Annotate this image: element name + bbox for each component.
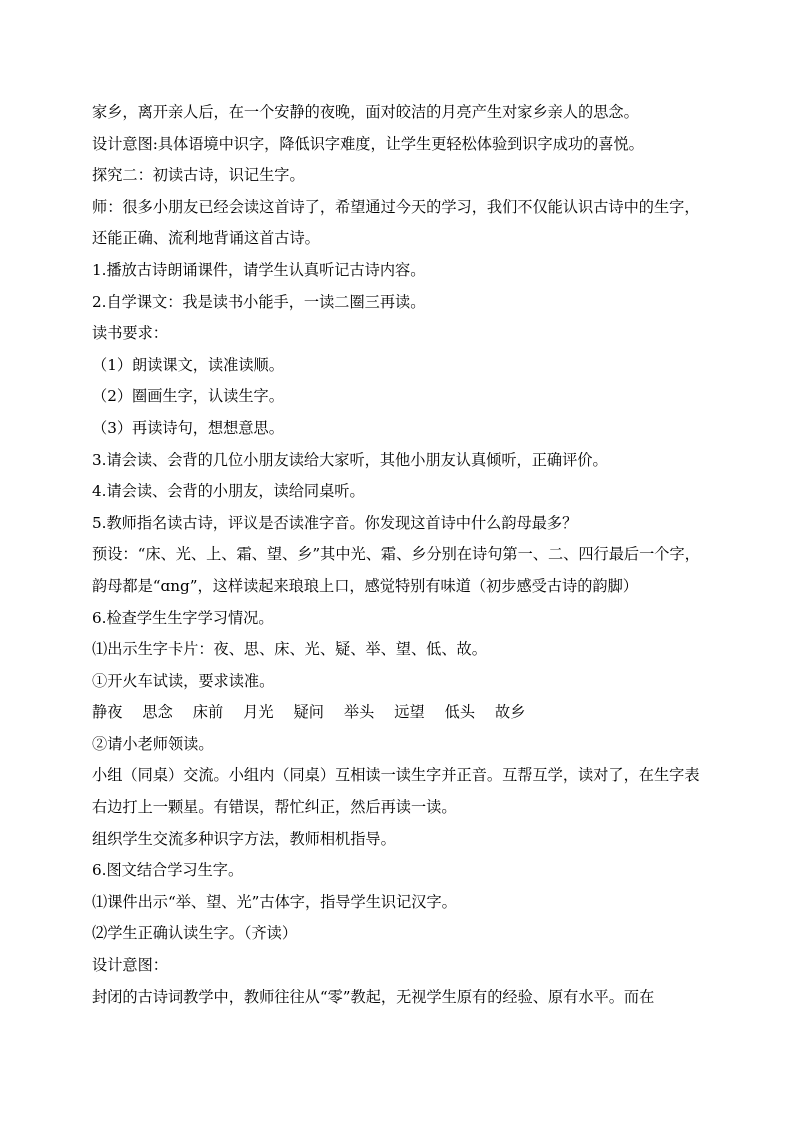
paragraph: 家乡，离开亲人后，在一个安静的夜晚，面对皎洁的月亮产生对家乡亲人的思念。 <box>92 103 639 121</box>
paragraph: ⑴课件出示“举、望、光”古体字，指导学生识记汉字。 <box>92 892 457 911</box>
word-item: 床前 <box>192 703 224 722</box>
document-body <box>92 97 704 1013</box>
paragraph: ⑵学生正确认读生字。（齐读） <box>92 924 298 943</box>
paragraph: （2）圈画生字，认读生字。 <box>92 387 284 406</box>
word-item: 月光 <box>243 703 274 722</box>
paragraph: ⑴出示生字卡片：夜、思、床、光、疑、举、望、低、故。 <box>92 640 487 659</box>
word-item: 举头 <box>343 703 375 722</box>
paragraph: 6.图文结合学习生字。 <box>92 861 244 880</box>
paragraph: 1.播放古诗朗诵课件，请学生认真听记古诗内容。 <box>92 260 426 279</box>
paragraph: 5.教师指名读古诗，评议是否读准字音。你发现这首诗中什么韵母最多？ <box>92 513 578 532</box>
paragraph: 封闭的古诗词教学中，教师往往从“零”教起，无视学生原有的经验、原有水平。而在 <box>92 987 655 1006</box>
word-item: 故乡 <box>495 703 526 722</box>
paragraph: 师：很多小朋友已经会读这首诗了，希望通过今天的学习，我们不仅能认识古诗中的生字，还能正确、流利地背诵这首古诗。 <box>92 197 700 248</box>
paragraph: （1）朗读课文，读准读顺。 <box>92 355 284 374</box>
word-list <box>92 697 704 729</box>
paragraph: ①开火车试读，要求读准。 <box>92 671 275 690</box>
paragraph: 组织学生交流多种识字方法，教师相机指导。 <box>92 829 396 848</box>
paragraph: （3）再读诗句，想想意思。 <box>92 418 284 437</box>
word-item: 思念 <box>142 703 173 722</box>
paragraph: 读书要求： <box>92 324 168 343</box>
paragraph: 6.检查学生生字学习情况。 <box>92 608 274 627</box>
paragraph: 预设：“床、光、上、霜、望、乡”其中光、霜、乡分别在诗句第一、二、四行最后一个字，韵母都是“ɑng”，这样读起来琅琅上口，感觉特别有味道（初步感受古诗的韵脚） <box>92 545 700 595</box>
word-item: 远望 <box>394 703 425 722</box>
word-item: 低头 <box>444 703 475 722</box>
paragraph: 设计意图： <box>92 956 168 975</box>
paragraph: 探究二：初读古诗，识记生字。 <box>92 166 305 185</box>
word-item: 静夜 <box>92 703 123 722</box>
paragraph: ②请小老师领读。 <box>92 734 214 753</box>
paragraph: 小组（同桌）交流。小组内（同桌）互相读一读生字并正音。互帮互学，读对了，在生字表右边打上一颗星。有错误，帮忙纠正，然后再读一读。 <box>92 766 700 817</box>
word-item: 疑问 <box>293 703 324 722</box>
paragraph: 2.自学课文：我是读书小能手，一读二圈三再读。 <box>92 292 426 311</box>
paragraph: 设计意图:具体语境中识字，降低识字难度，让学生更轻松体验到识字成功的喜悦。 <box>92 134 644 153</box>
paragraph: 4.请会读、会背的小朋友，读给同桌听。 <box>92 482 365 501</box>
paragraph: 3.请会读、会背的几位小朋友读给大家听，其他小朋友认真倾听，正确评价。 <box>92 450 608 469</box>
